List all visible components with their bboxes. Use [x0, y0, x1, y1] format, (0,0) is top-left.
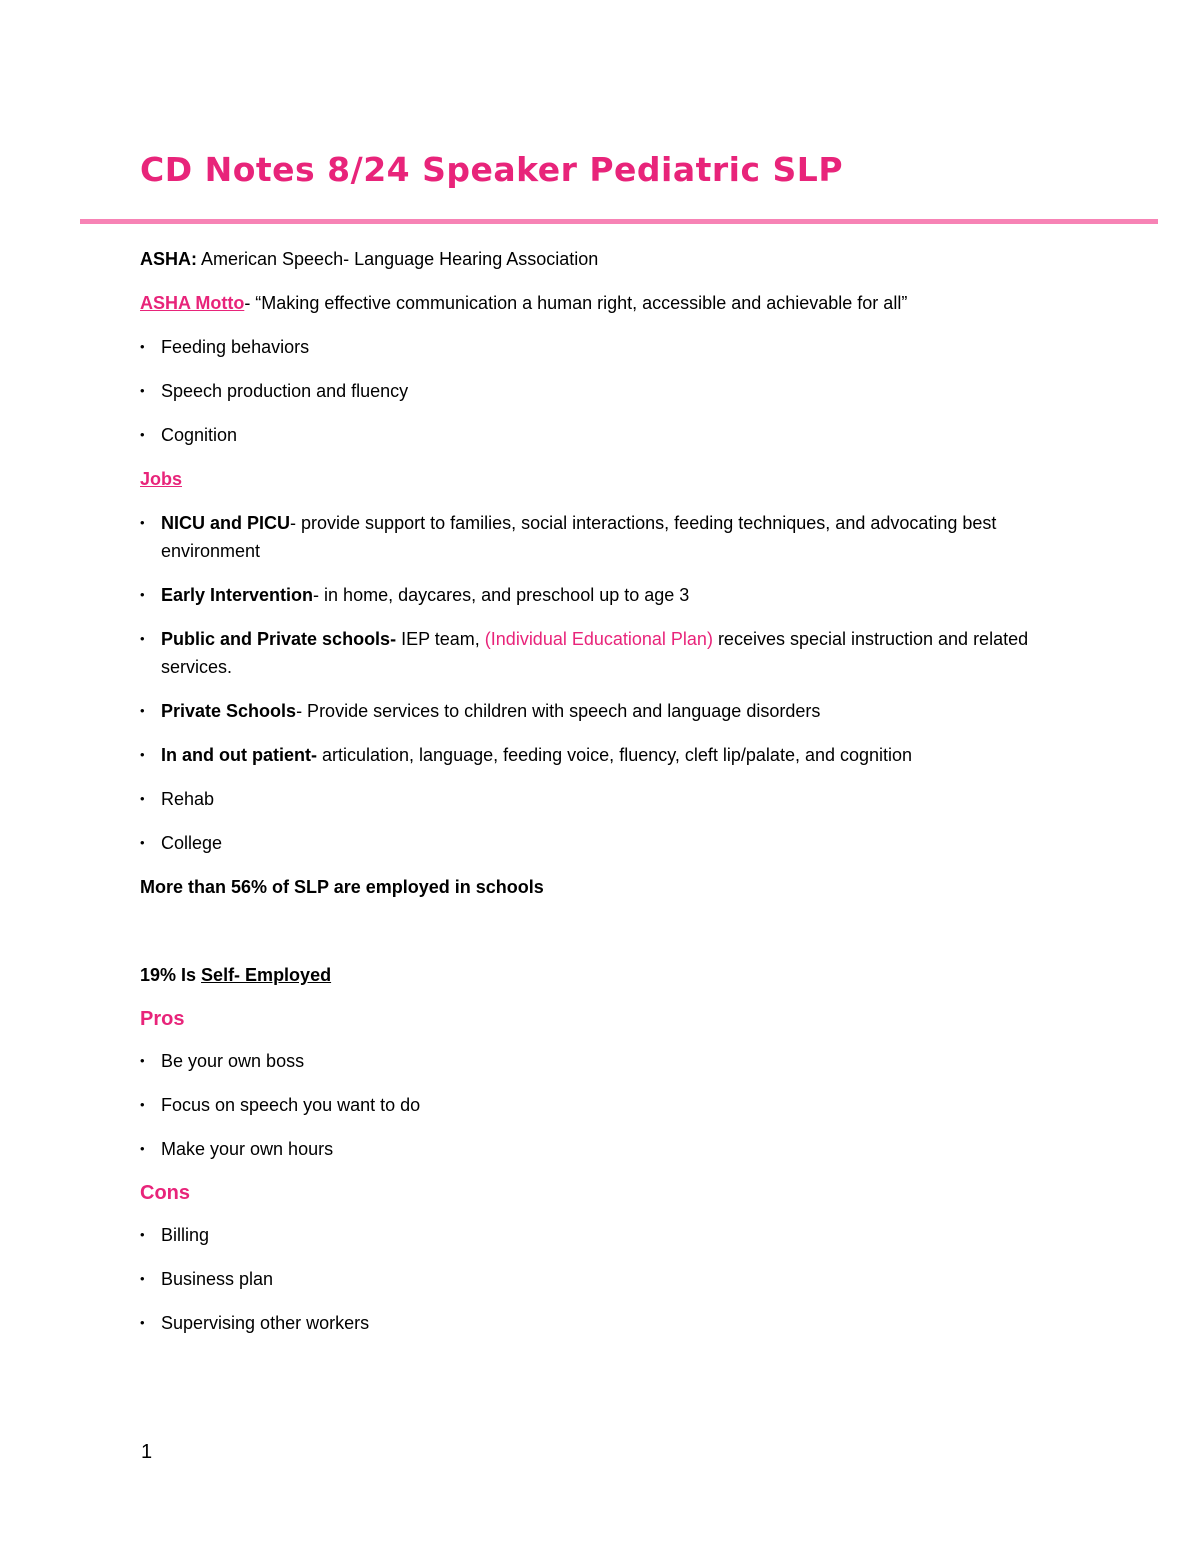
- bullet-icon: •: [140, 339, 145, 354]
- bullet-icon: •: [140, 383, 145, 398]
- asha-text: American Speech- Language Hearing Association: [197, 249, 599, 269]
- cons-heading: Cons: [140, 1182, 190, 1204]
- bullet-icon: •: [140, 747, 145, 762]
- list-item: • Focus on speech you want to do: [140, 1091, 1070, 1119]
- title-divider: [80, 219, 1158, 224]
- document-body: [140, 245, 1070, 1353]
- list-item: • College: [140, 829, 1070, 857]
- list-item: • Private Schools- Provide services to children with speech and language disorders: [140, 697, 1070, 725]
- bullet-icon: •: [140, 1271, 145, 1286]
- list-item: • In and out patient- articulation, language, feeding voice, fluency, cleft lip/palate, and cognition: [140, 741, 1070, 769]
- jobs-heading: Jobs: [140, 469, 183, 489]
- bullet-icon: •: [140, 1053, 145, 1068]
- jobs-list: [140, 509, 1070, 857]
- asha-motto-text: - “Making effective communication a human right, accessible and achievable for all”: [244, 293, 908, 313]
- bullet-icon: •: [140, 703, 145, 718]
- list-item: • Speech production and fluency: [140, 377, 1070, 405]
- bullet-icon: •: [140, 427, 145, 442]
- asha-motto: [140, 289, 1070, 317]
- list-item: • NICU and PICU- provide support to families, social interactions, feeding techniques, and advocating best environment: [140, 509, 1070, 565]
- list-item: • Cognition: [140, 421, 1070, 449]
- cons-list: [140, 1221, 1070, 1337]
- pros-list: [140, 1047, 1070, 1163]
- bullet-icon: •: [140, 1141, 145, 1156]
- asha-label: ASHA:: [140, 249, 197, 269]
- list-item: • Make your own hours: [140, 1135, 1070, 1163]
- list-item: • Early Intervention- in home, daycares, and preschool up to age 3: [140, 581, 1070, 609]
- asha-definition: [140, 245, 1070, 273]
- bullet-icon: •: [140, 1097, 145, 1112]
- page-title: CD Notes 8/24 Speaker Pediatric SLP: [140, 150, 844, 189]
- bullet-icon: •: [140, 587, 145, 602]
- bullet-icon: •: [140, 515, 145, 530]
- self-employed-stat: 19% Is Self- Employed: [140, 965, 332, 985]
- pros-heading: Pros: [140, 1008, 185, 1030]
- bullet-icon: •: [140, 791, 145, 806]
- bullet-icon: •: [140, 631, 145, 646]
- list-item: • Business plan: [140, 1265, 1070, 1293]
- asha-motto-label: ASHA Motto: [140, 293, 245, 313]
- blank-line: [140, 917, 1070, 961]
- list-item: • Rehab: [140, 785, 1070, 813]
- bullet-icon: •: [140, 835, 145, 850]
- list-item: • Billing: [140, 1221, 1070, 1249]
- list-item: • Be your own boss: [140, 1047, 1070, 1075]
- page-number: 1: [141, 1441, 153, 1463]
- list-item: • Public and Private schools- IEP team, (Individual Educational Plan) receives special instruction and related services.: [140, 625, 1070, 681]
- areas-list: [140, 333, 1070, 449]
- list-item: • Feeding behaviors: [140, 333, 1070, 361]
- bullet-icon: •: [140, 1315, 145, 1330]
- bullet-icon: •: [140, 1227, 145, 1242]
- schools-stat: More than 56% of SLP are employed in schools: [140, 877, 544, 897]
- list-item: • Supervising other workers: [140, 1309, 1070, 1337]
